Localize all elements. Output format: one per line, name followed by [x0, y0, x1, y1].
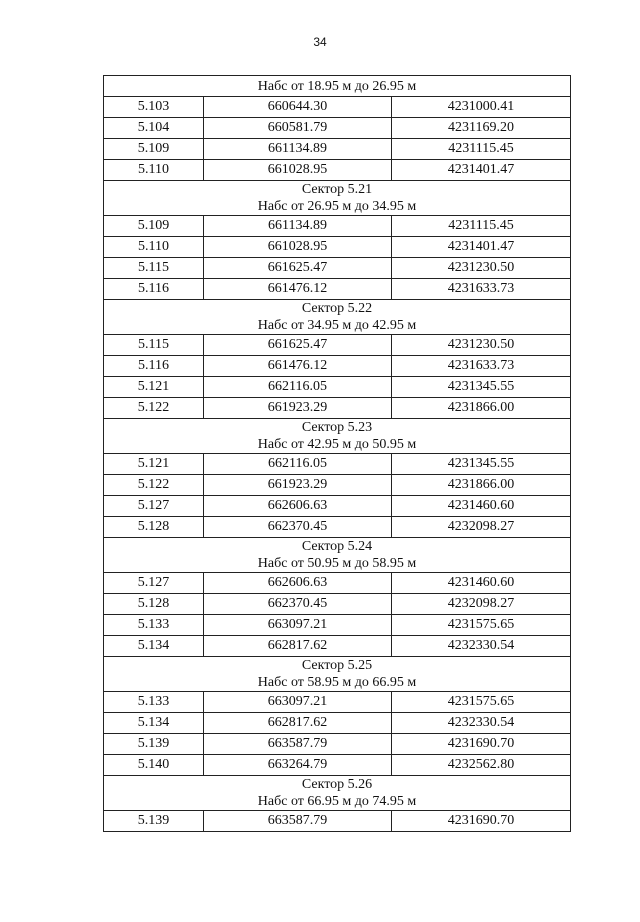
x-coordinate-cell: 663587.79 — [204, 734, 392, 755]
point-number-cell: 5.133 — [104, 692, 204, 713]
table-row — [104, 377, 571, 398]
y-coordinate-cell: 4231690.70 — [392, 734, 571, 755]
x-coordinate-cell: 662606.63 — [204, 496, 392, 517]
height-range-label: Набс от 34.95 м до 42.95 м — [257, 318, 417, 333]
y-coordinate-cell: 4231230.50 — [392, 258, 571, 279]
sector-header — [104, 776, 571, 811]
point-number-cell: 5.139 — [104, 734, 204, 755]
table-row — [104, 356, 571, 377]
y-coordinate-cell: 4231401.47 — [392, 160, 571, 181]
sector-title: Сектор 5.25 — [301, 658, 373, 673]
y-coordinate-cell: 4231115.45 — [392, 216, 571, 237]
x-coordinate-cell: 662817.62 — [204, 636, 392, 657]
x-coordinate-cell: 662606.63 — [204, 573, 392, 594]
sector-header-row — [104, 76, 571, 97]
sector-header — [104, 76, 571, 97]
point-number-cell: 5.127 — [104, 496, 204, 517]
coordinates-table-body — [104, 76, 571, 832]
point-number-cell: 5.133 — [104, 615, 204, 636]
x-coordinate-cell: 661476.12 — [204, 279, 392, 300]
sector-header-row — [104, 538, 571, 573]
point-number-cell: 5.128 — [104, 594, 204, 615]
point-number-cell: 5.110 — [104, 237, 204, 258]
y-coordinate-cell: 4231575.65 — [392, 615, 571, 636]
height-range-label: Набс от 26.95 м до 34.95 м — [257, 199, 417, 214]
height-range-label: Набс от 42.95 м до 50.95 м — [257, 437, 417, 452]
point-number-cell: 5.110 — [104, 160, 204, 181]
x-coordinate-cell: 663097.21 — [204, 615, 392, 636]
x-coordinate-cell: 661923.29 — [204, 475, 392, 496]
y-coordinate-cell: 4232098.27 — [392, 594, 571, 615]
x-coordinate-cell: 663587.79 — [204, 811, 392, 832]
table-row — [104, 573, 571, 594]
table-row — [104, 279, 571, 300]
table-row — [104, 160, 571, 181]
point-number-cell: 5.116 — [104, 279, 204, 300]
table-row — [104, 517, 571, 538]
y-coordinate-cell: 4231460.60 — [392, 496, 571, 517]
point-number-cell: 5.139 — [104, 811, 204, 832]
table-row — [104, 216, 571, 237]
table-row — [104, 594, 571, 615]
y-coordinate-cell: 4231575.65 — [392, 692, 571, 713]
point-number-cell: 5.122 — [104, 398, 204, 419]
x-coordinate-cell: 661625.47 — [204, 258, 392, 279]
height-range-label: Набс от 66.95 м до 74.95 м — [257, 794, 417, 809]
y-coordinate-cell: 4231345.55 — [392, 377, 571, 398]
x-coordinate-cell: 661625.47 — [204, 335, 392, 356]
point-number-cell: 5.109 — [104, 216, 204, 237]
sector-title: Сектор 5.24 — [301, 539, 373, 554]
sector-header-row — [104, 419, 571, 454]
sector-header-row — [104, 300, 571, 335]
x-coordinate-cell: 661923.29 — [204, 398, 392, 419]
table-row — [104, 139, 571, 160]
height-range-label: Набс от 18.95 м до 26.95 м — [257, 78, 417, 94]
point-number-cell: 5.104 — [104, 118, 204, 139]
y-coordinate-cell: 4232098.27 — [392, 517, 571, 538]
point-number-cell: 5.121 — [104, 377, 204, 398]
y-coordinate-cell: 4231866.00 — [392, 398, 571, 419]
x-coordinate-cell: 662817.62 — [204, 713, 392, 734]
y-coordinate-cell: 4232330.54 — [392, 636, 571, 657]
sector-title: Сектор 5.23 — [301, 420, 373, 435]
y-coordinate-cell: 4231866.00 — [392, 475, 571, 496]
page-number: 34 — [313, 35, 327, 49]
y-coordinate-cell: 4231460.60 — [392, 573, 571, 594]
table-row — [104, 734, 571, 755]
point-number-cell: 5.115 — [104, 258, 204, 279]
x-coordinate-cell: 662116.05 — [204, 377, 392, 398]
table-row — [104, 475, 571, 496]
y-coordinate-cell: 4231401.47 — [392, 237, 571, 258]
y-coordinate-cell: 4232562.80 — [392, 755, 571, 776]
point-number-cell: 5.134 — [104, 636, 204, 657]
sector-header — [104, 657, 571, 692]
table-row — [104, 454, 571, 475]
sector-header — [104, 181, 571, 216]
coordinates-table — [103, 75, 571, 832]
x-coordinate-cell: 662370.45 — [204, 594, 392, 615]
sector-header — [104, 300, 571, 335]
table-row — [104, 811, 571, 832]
point-number-cell: 5.109 — [104, 139, 204, 160]
table-row — [104, 335, 571, 356]
y-coordinate-cell: 4231633.73 — [392, 279, 571, 300]
y-coordinate-cell: 4231230.50 — [392, 335, 571, 356]
sector-header — [104, 538, 571, 573]
sector-header-row — [104, 657, 571, 692]
y-coordinate-cell: 4231115.45 — [392, 139, 571, 160]
point-number-cell: 5.140 — [104, 755, 204, 776]
x-coordinate-cell: 663097.21 — [204, 692, 392, 713]
table-row — [104, 755, 571, 776]
x-coordinate-cell: 661028.95 — [204, 160, 392, 181]
point-number-cell: 5.128 — [104, 517, 204, 538]
point-number-cell: 5.121 — [104, 454, 204, 475]
height-range-label: Набс от 50.95 м до 58.95 м — [257, 556, 417, 571]
sector-title: Сектор 5.26 — [301, 777, 373, 792]
table-row — [104, 398, 571, 419]
y-coordinate-cell: 4232330.54 — [392, 713, 571, 734]
table-row — [104, 615, 571, 636]
y-coordinate-cell: 4231169.20 — [392, 118, 571, 139]
x-coordinate-cell: 662370.45 — [204, 517, 392, 538]
table-row — [104, 496, 571, 517]
table-row — [104, 258, 571, 279]
point-number-cell: 5.115 — [104, 335, 204, 356]
x-coordinate-cell: 661134.89 — [204, 216, 392, 237]
x-coordinate-cell: 661476.12 — [204, 356, 392, 377]
point-number-cell: 5.134 — [104, 713, 204, 734]
x-coordinate-cell: 660644.30 — [204, 97, 392, 118]
point-number-cell: 5.103 — [104, 97, 204, 118]
table-row — [104, 118, 571, 139]
sector-header — [104, 419, 571, 454]
table-row — [104, 692, 571, 713]
y-coordinate-cell: 4231690.70 — [392, 811, 571, 832]
table-row — [104, 97, 571, 118]
x-coordinate-cell: 660581.79 — [204, 118, 392, 139]
sector-title: Сектор 5.21 — [301, 182, 373, 197]
sector-title: Сектор 5.22 — [301, 301, 373, 316]
x-coordinate-cell: 661134.89 — [204, 139, 392, 160]
y-coordinate-cell: 4231345.55 — [392, 454, 571, 475]
x-coordinate-cell: 661028.95 — [204, 237, 392, 258]
table-row — [104, 713, 571, 734]
point-number-cell: 5.127 — [104, 573, 204, 594]
height-range-label: Набс от 58.95 м до 66.95 м — [257, 675, 417, 690]
table-row — [104, 237, 571, 258]
point-number-cell: 5.116 — [104, 356, 204, 377]
table-row — [104, 636, 571, 657]
x-coordinate-cell: 663264.79 — [204, 755, 392, 776]
y-coordinate-cell: 4231000.41 — [392, 97, 571, 118]
sector-header-row — [104, 181, 571, 216]
sector-header-row — [104, 776, 571, 811]
x-coordinate-cell: 662116.05 — [204, 454, 392, 475]
y-coordinate-cell: 4231633.73 — [392, 356, 571, 377]
point-number-cell: 5.122 — [104, 475, 204, 496]
